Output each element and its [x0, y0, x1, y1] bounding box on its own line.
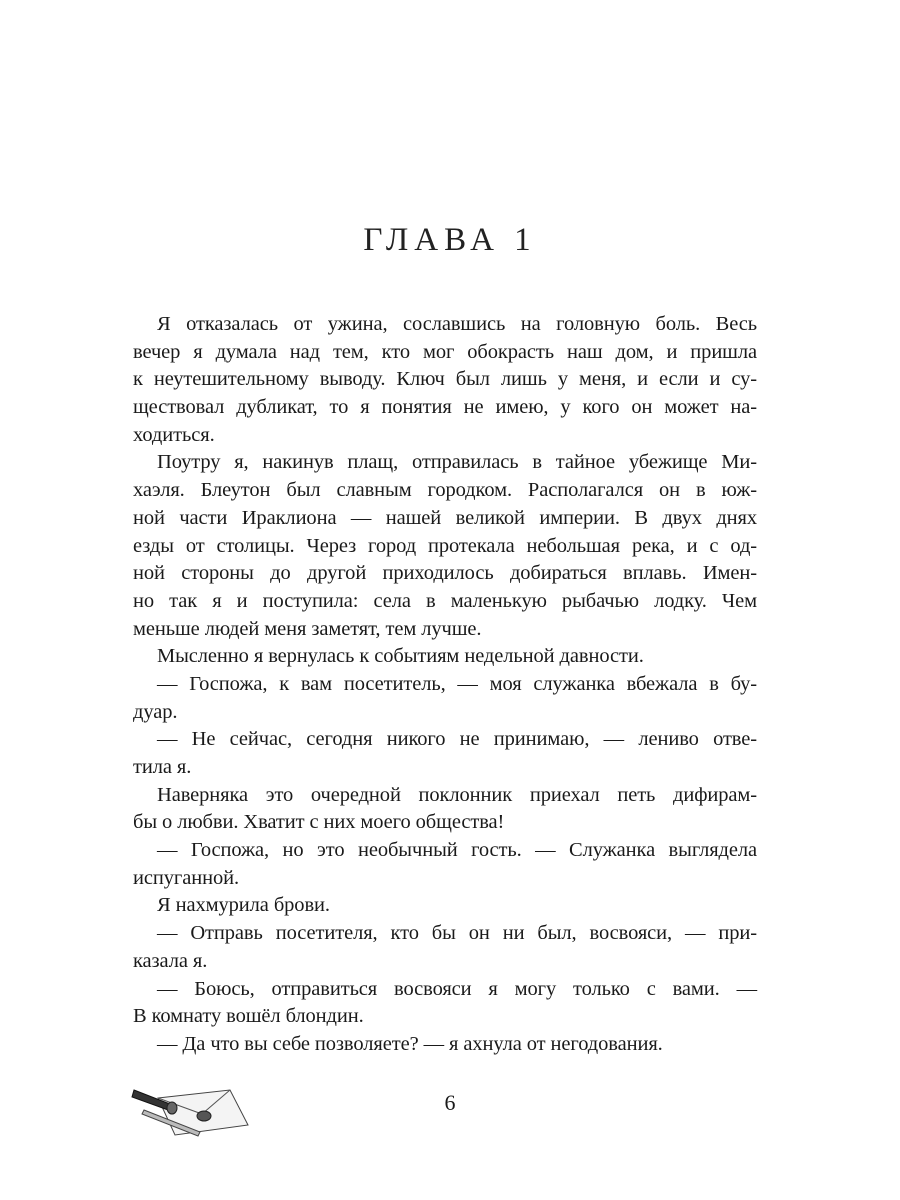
text-line: ной части Ираклиона — нашей великой империи. В двух днях [133, 506, 757, 529]
text-line: вечер я думала над тем, кто мог обокрасть наш дом, и пришла [133, 340, 757, 363]
text-line: езды от столицы. Через город протекала небольшая река, и с од- [133, 534, 757, 557]
text-line: тила я. [133, 756, 192, 778]
text-line: В комнату вошёл блондин. [133, 1005, 364, 1028]
text-line: бы о любви. Хватит с них моего общества! [133, 811, 505, 834]
text-line: Наверняка это очередной поклонник приехал петь дифирам- [157, 783, 757, 806]
text-line: хаэля. Блеутон был славным городком. Располагался он в юж- [133, 479, 757, 502]
text-line: но так я и поступила: села в маленькую рыбачью лодку. Чем [133, 589, 757, 612]
body-text [133, 311, 757, 1059]
text-line: казала я. [133, 949, 208, 972]
text-line: — Госпожа, к вам посетитель, — моя служанка вбежала в бу- [157, 672, 757, 695]
text-line: ществовал дубликат, то я понятия не имею, у кого он может на- [133, 396, 757, 419]
text-line: — Да что вы себе позволяете? — я ахнула от негодования. [157, 1032, 663, 1055]
text-line: — Не сейчас, сегодня никого не принимаю, — лениво отве- [157, 728, 757, 751]
text-line: дуар. [133, 700, 178, 723]
page-number: 6 [444, 1090, 456, 1115]
text-line: ходиться. [133, 423, 215, 446]
chapter-title: ГЛАВА 1 [363, 222, 537, 258]
text-line: — Отправь посетителя, кто бы он ни был, восвояси, — при- [157, 922, 757, 945]
text-line: Мысленно я вернулась к событиям недельной давности. [157, 645, 644, 668]
text-line: — Госпожа, но это необычный гость. — Служанка выглядела [157, 839, 757, 862]
text-line: Я отказалась от ужина, сославшись на головную боль. Весь [157, 313, 757, 335]
text-line: испуганной. [133, 866, 239, 889]
text-line: Я нахмурила брови. [157, 894, 330, 917]
text-line: Поутру я, накинув плащ, отправилась в тайное убежище Ми- [157, 451, 757, 474]
text-line: к неутешительному выводу. Ключ был лишь у меня, и если и су- [133, 368, 757, 391]
text-line: ной стороны до другой приходилось добираться вплавь. Имен- [133, 562, 757, 585]
text-line: меньше людей меня заметят, тем лучше. [133, 617, 482, 640]
text-line: — Боюсь, отправиться восвояси я могу только с вами. — [157, 977, 757, 1000]
